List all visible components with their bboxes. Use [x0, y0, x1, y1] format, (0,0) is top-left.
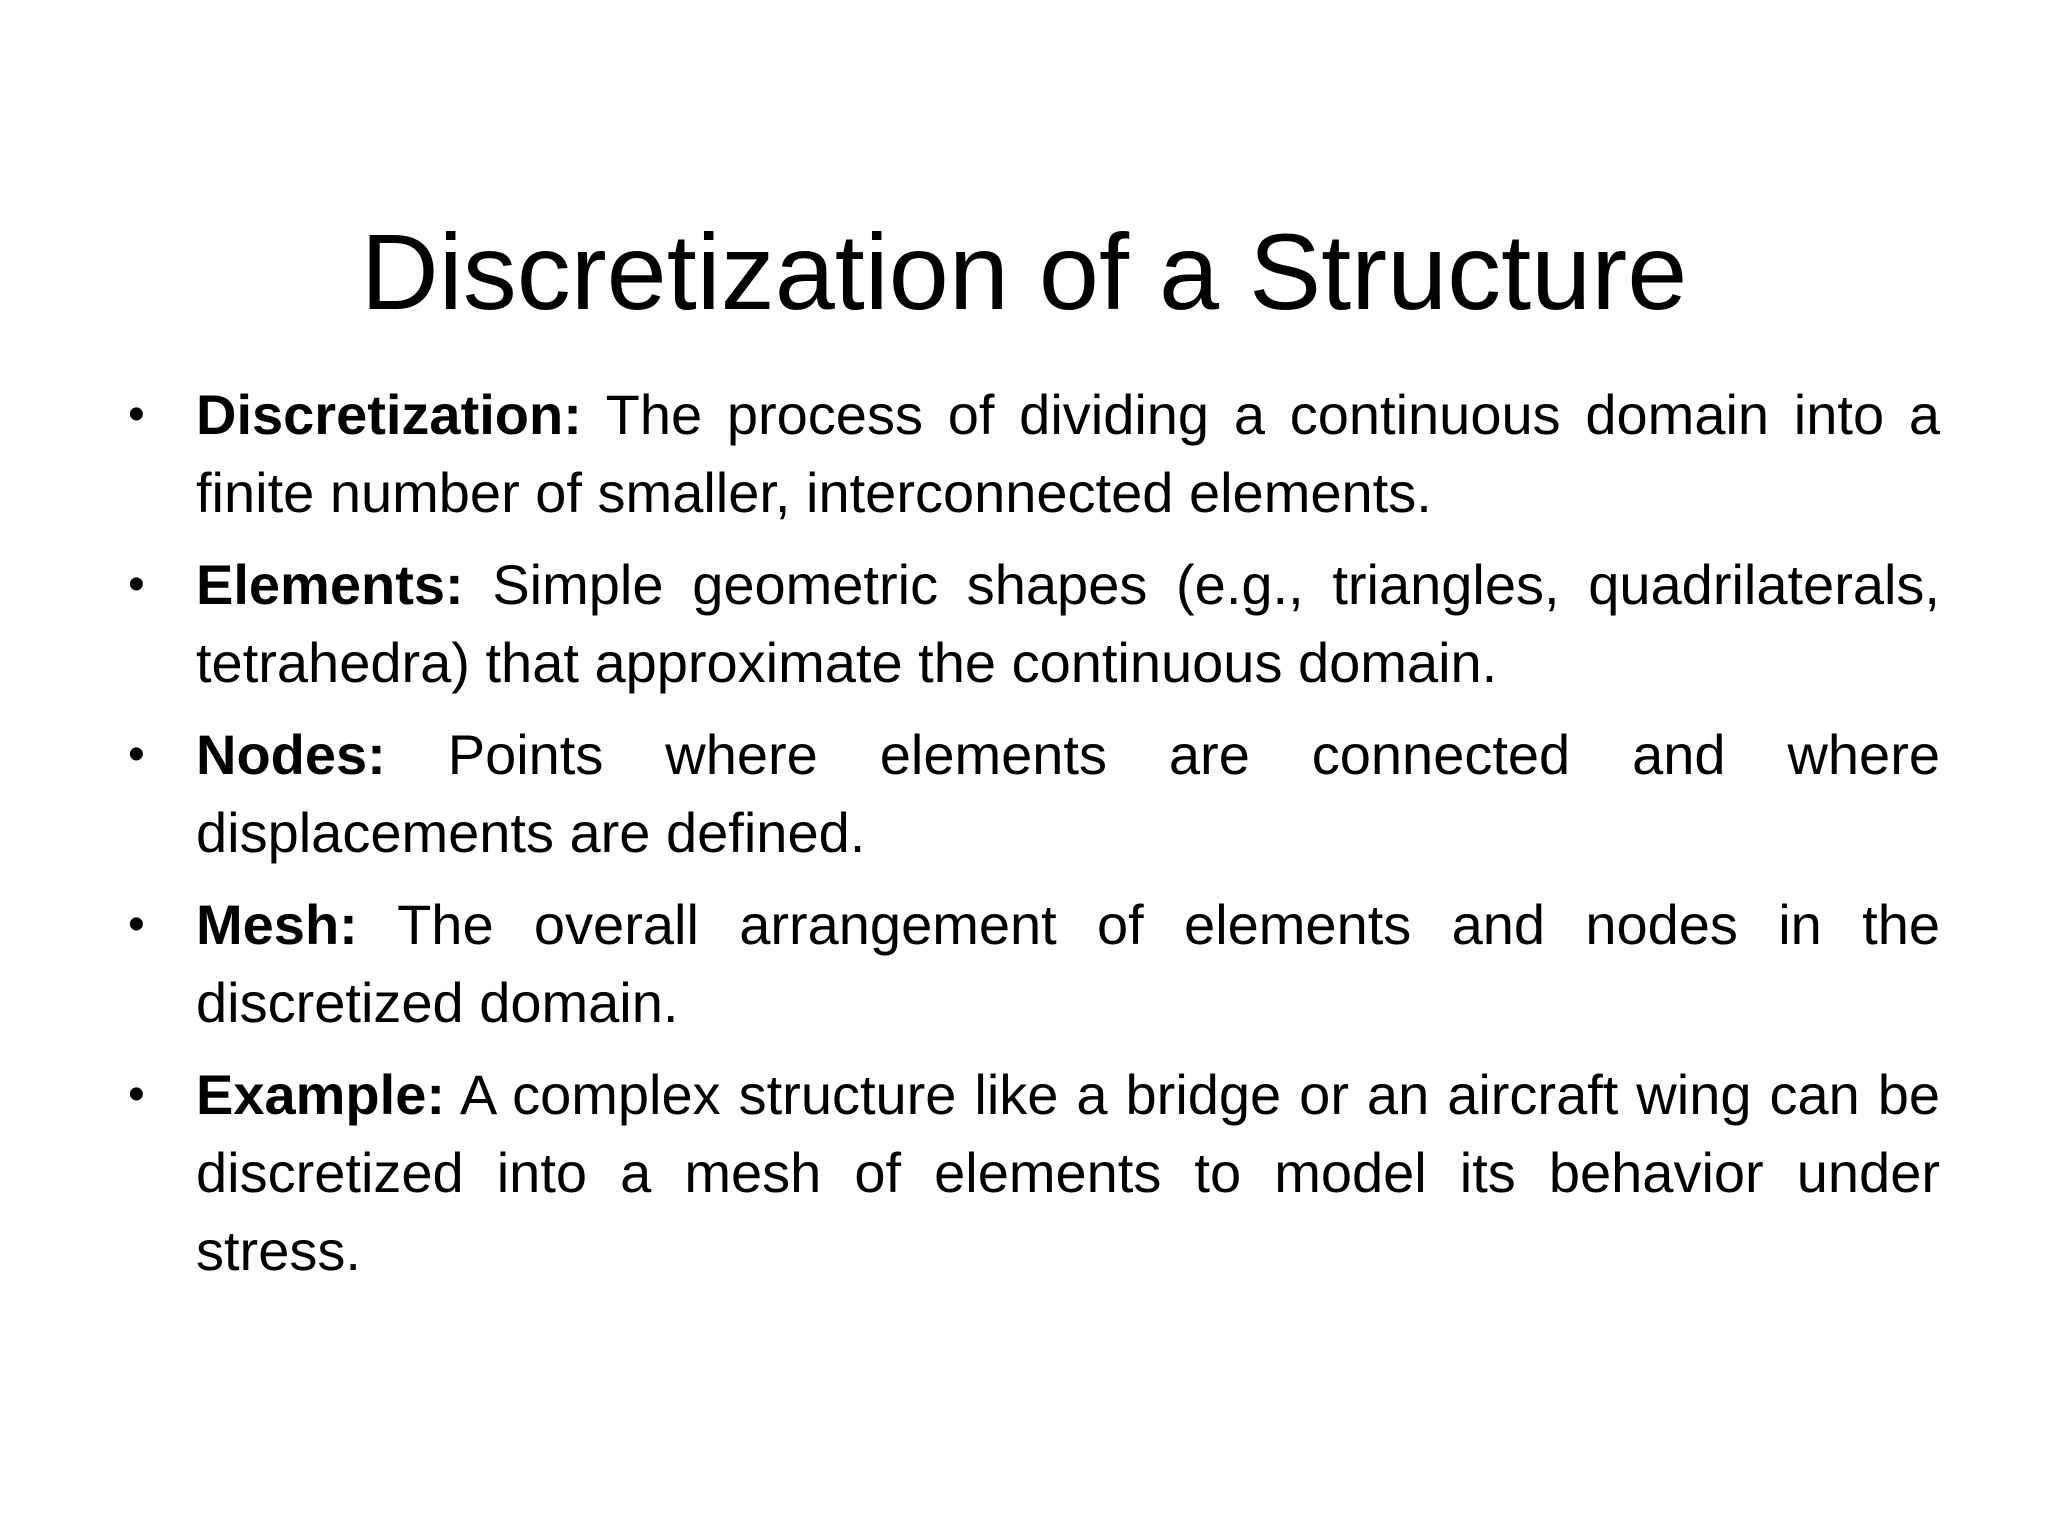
- bullet-dot-icon: •: [128, 558, 145, 611]
- bullet-item-mesh: [128, 886, 1940, 1042]
- bullet-dot-icon: •: [128, 388, 145, 441]
- bullet-list: [128, 376, 1940, 1304]
- bullet-term: Elements:: [196, 553, 464, 616]
- bullet-text: Points where elements are connected and where displacements are defined.: [196, 723, 1940, 864]
- bullet-item-elements: [128, 546, 1940, 702]
- bullet-text: A complex structure like a bridge or an aircraft wing can be discretized into a mesh of elements to model its behavior under stress.: [196, 1063, 1940, 1282]
- bullet-dot-icon: •: [128, 898, 145, 951]
- slide-title: Discretization of a Structure: [360, 211, 1688, 333]
- bullet-dot-icon: •: [128, 728, 145, 781]
- bullet-term: Example:: [196, 1063, 445, 1126]
- bullet-term: Discretization:: [196, 383, 582, 446]
- bullet-term: Mesh:: [196, 893, 358, 956]
- bullet-text: Simple geometric shapes (e.g., triangles, quadrilaterals, tetrahedra) that approximate the continuous domain.: [196, 553, 1940, 694]
- bullet-item-discretization: [128, 376, 1940, 532]
- bullet-item-example: [128, 1056, 1940, 1290]
- bullet-text: The process of dividing a continuous domain into a finite number of smaller, interconnected elements.: [196, 383, 1940, 524]
- bullet-term: Nodes:: [196, 723, 386, 786]
- bullet-item-nodes: [128, 716, 1940, 872]
- bullet-dot-icon: •: [128, 1068, 145, 1121]
- bullet-text: The overall arrangement of elements and nodes in the discretized domain.: [196, 893, 1940, 1034]
